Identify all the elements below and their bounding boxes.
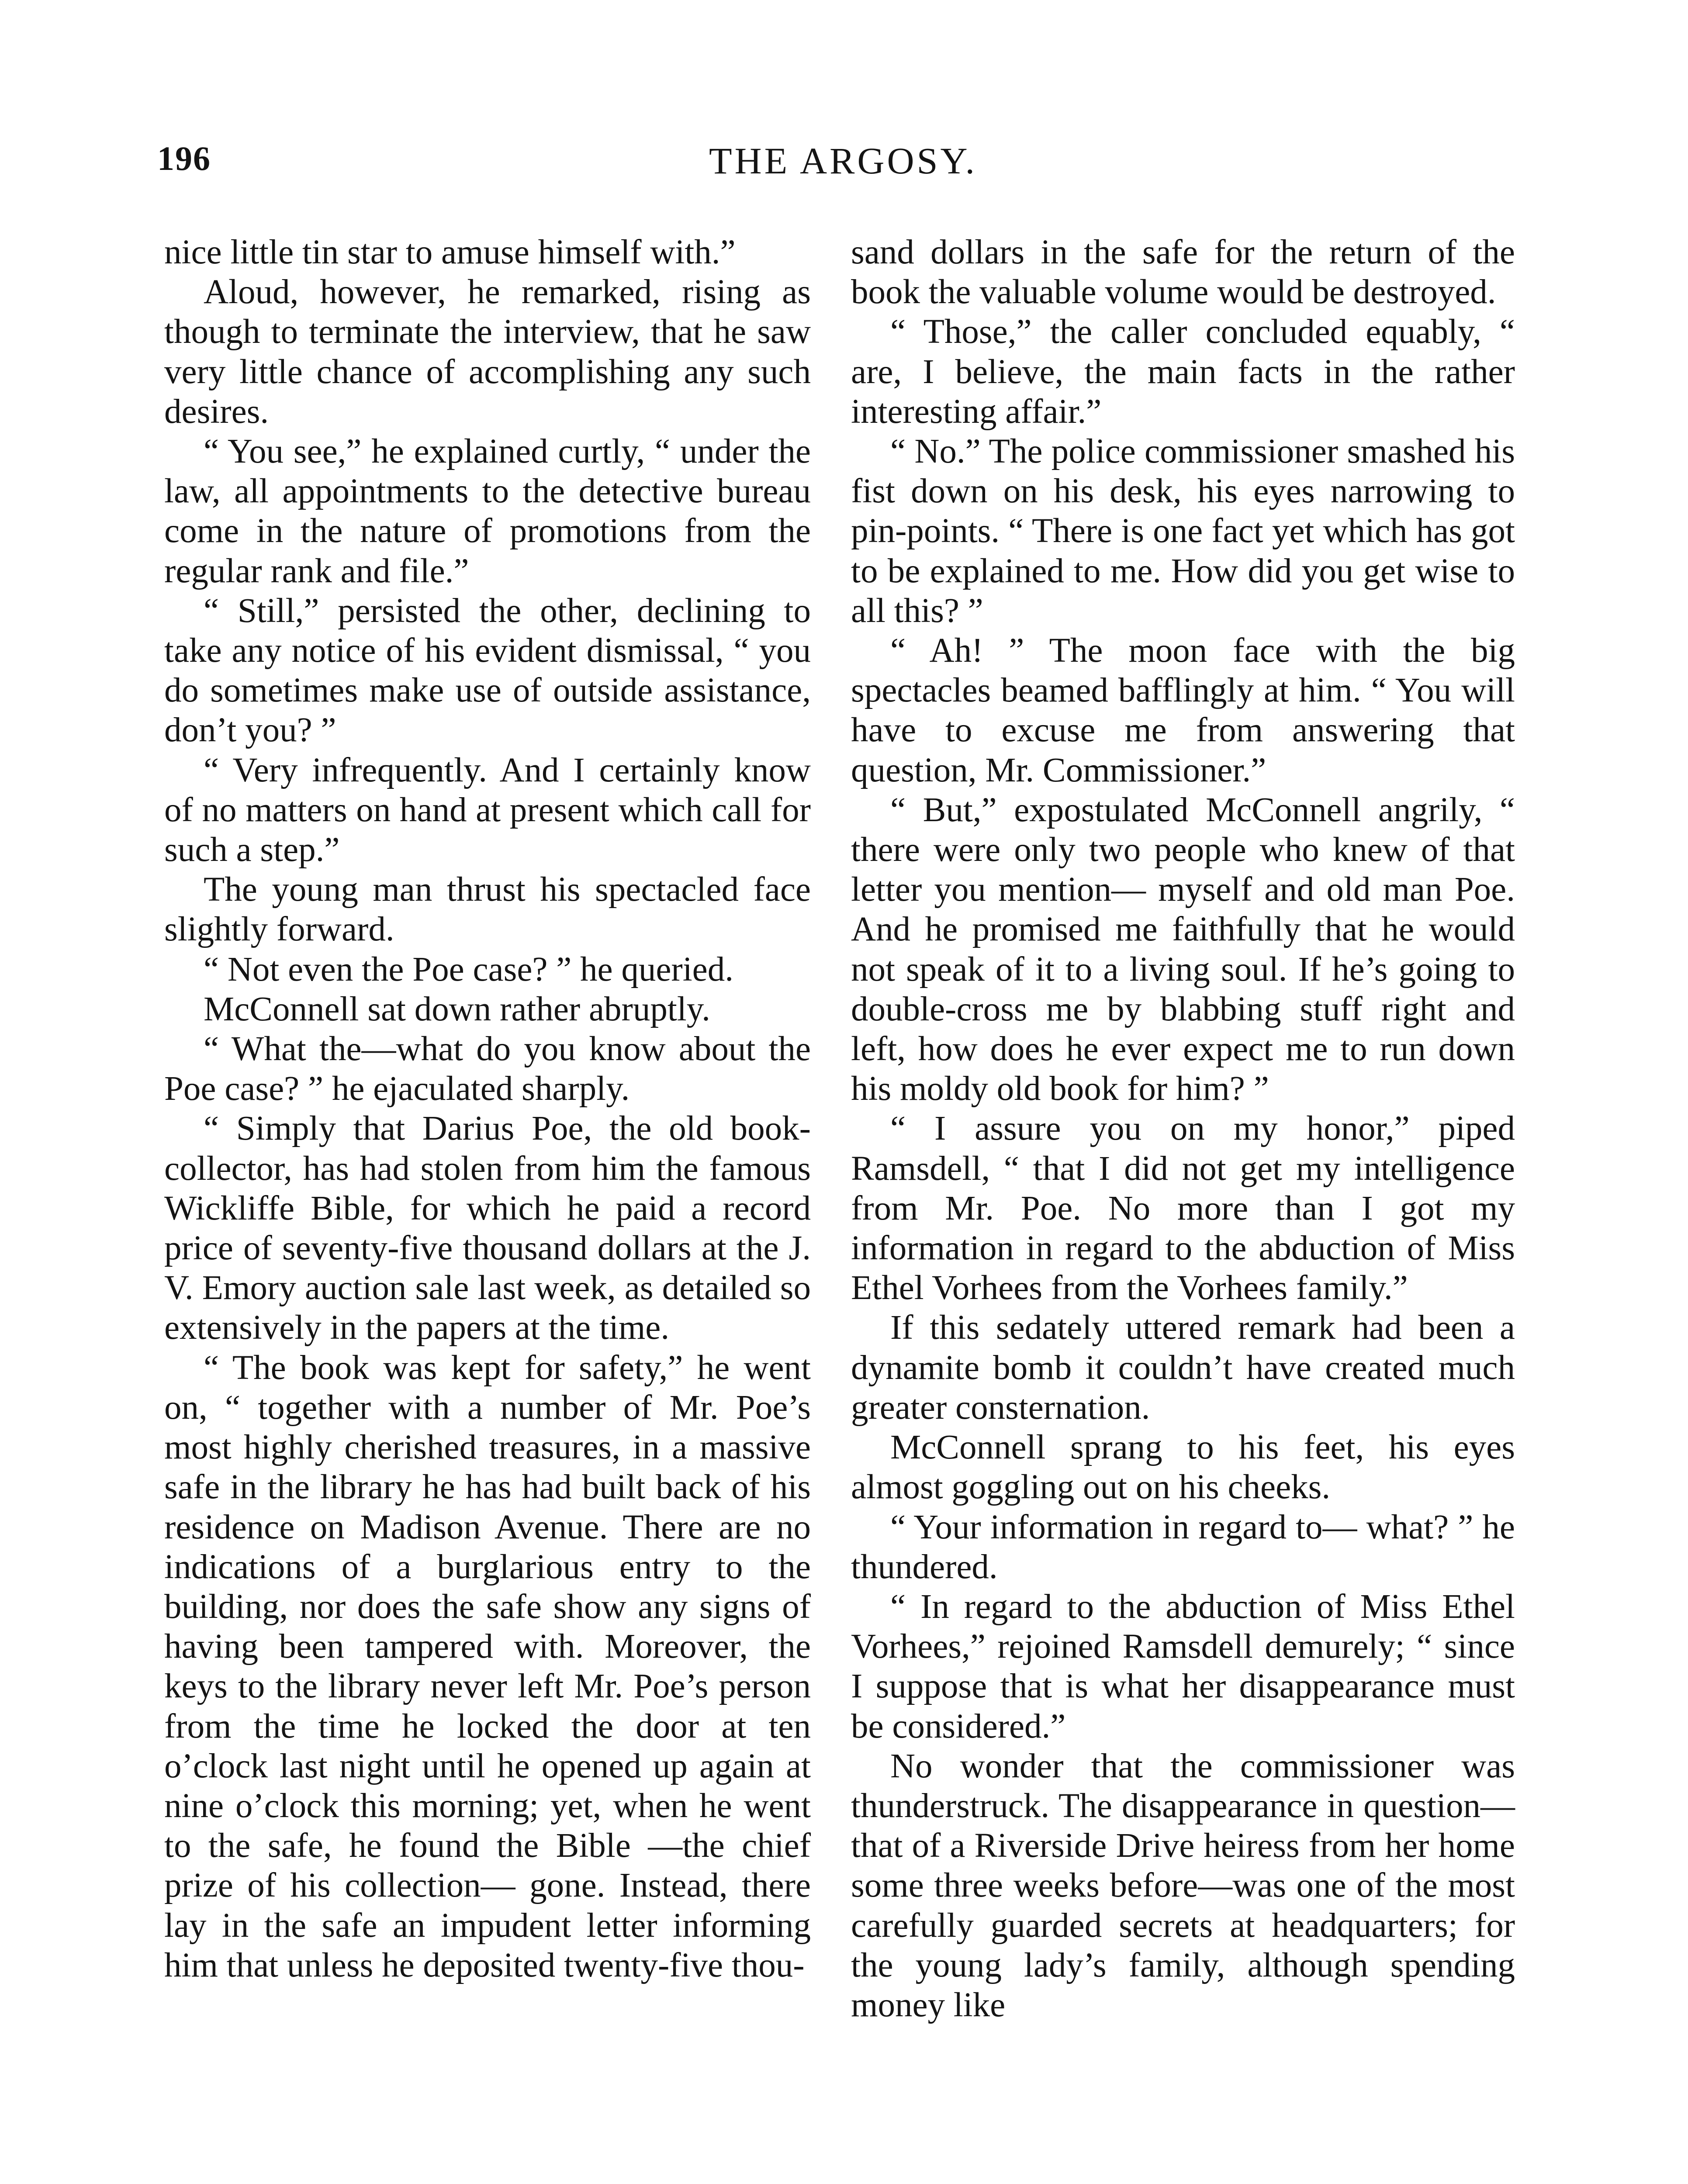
page-number: 196 — [157, 139, 211, 177]
paragraph: McConnell sprang to his feet, his eyes almost goggling out on his cheeks. — [851, 1428, 1515, 1507]
paragraph: “ Still,” persisted the other, declining to take any notice of his evident dismissal, “ you do sometimes make use of outside assistance, don’t you? ” — [164, 591, 811, 750]
page-header — [157, 139, 1529, 187]
paragraph: “ But,” expostulated McConnell angrily, “ there were only two people who knew of that letter you mention— myself and old man Poe. And he promised me faithfully that he would not speak of it to a living soul. If he’s going to double-cross me by blabbing stuff right and left, how does he ever expect me to run down his moldy old book for him? ” — [851, 791, 1515, 1108]
paragraph: “ In regard to the abduction of Miss Ethel Vorhees,” rejoined Ramsdell demurely; “ since I suppose that is what her disappearance must be considered.” — [851, 1587, 1515, 1745]
paragraph: McConnell sat down rather abruptly. — [204, 990, 710, 1028]
paragraph: If this sedately uttered remark had been a dynamite bomb it couldn’t have created much greater consternation. — [851, 1309, 1515, 1427]
paragraph: nice little tin star to amuse himself with.” — [164, 233, 736, 271]
paragraph: “ I assure you on my honor,” piped Ramsdell, “ that I did not get my intelligence from Mr. Poe. No more than I got my information in regard to the abduction of Miss Ethel Vorhees from the Vorhees family.” — [851, 1109, 1515, 1307]
paragraph: The young man thrust his spectacled face slightly forward. — [164, 871, 811, 949]
right-column — [851, 232, 1515, 2025]
paragraph: No wonder that the commissioner was thunderstruck. The disappearance in question—that of a Riverside Drive heiress from her home some three weeks before—was one of the most carefully guarded secrets at headquarters; for the young lady’s family, although spending money like — [851, 1747, 1515, 2024]
left-column — [164, 232, 811, 1985]
paragraph: “ Simply that Darius Poe, the old book-collector, has had stolen from him the famous Wickliffe Bible, for which he paid a record price of seventy-five thousand dollars at the J. V. Emory auction sale last week, as detailed so extensively in the papers at the time. — [164, 1109, 811, 1347]
paragraph: “ Ah! ” The moon face with the big spectacles beamed bafflingly at him. “ You will have to excuse me from answering that question, Mr. Commissioner.” — [851, 632, 1515, 789]
paragraph: Aloud, however, he remarked, rising as though to terminate the interview, that he saw very little chance of accomplishing any such desires. — [164, 273, 811, 431]
paragraph: “ Those,” the caller concluded equably, “ are, I believe, the main facts in the rather interesting affair.” — [851, 313, 1515, 431]
paragraph: “ Not even the Poe case? ” he queried. — [204, 950, 733, 988]
running-title: THE ARGOSY. — [709, 140, 977, 182]
paragraph: “ You see,” he explained curtly, “ under the law, all appointments to the detective bureau come in the nature of promotions from the regular rank and file.” — [164, 432, 811, 590]
paragraph: “ The book was kept for safety,” he went on, “ together with a number of Mr. Poe’s most highly cherished treasures, in a massive safe in the library he has had built back of his residence on Madison Avenue. There are no indications of a burglarious entry to the building, nor does the safe show any signs of having been tampered with. Moreover, the keys to the library never left Mr. Poe’s person from the time he locked the door at ten o’clock last night until he opened up again at nine o’clock this morning; yet, when he went to the safe, he found the Bible —the chief prize of his collection— gone. Instead, there lay in the safe an impudent letter informing him that unless he deposited twenty-five thou- — [164, 1348, 811, 1984]
paragraph: “ What the—what do you know about the Poe case? ” he ejaculated sharply. — [164, 1030, 811, 1108]
paragraph: “ No.” The police commissioner smashed his fist down on his desk, his eyes narrowing to pin-points. “ There is one fact yet which has got to be explained to me. How did you get wise to all this? ” — [851, 432, 1515, 630]
paragraph: “ Your information in regard to— what? ” he thundered. — [851, 1508, 1515, 1586]
paragraph: sand dollars in the safe for the return of the book the valuable volume would be destroyed. — [851, 233, 1515, 311]
paragraph: “ Very infrequently. And I certainly know of no matters on hand at present which call for such a step.” — [164, 751, 811, 869]
